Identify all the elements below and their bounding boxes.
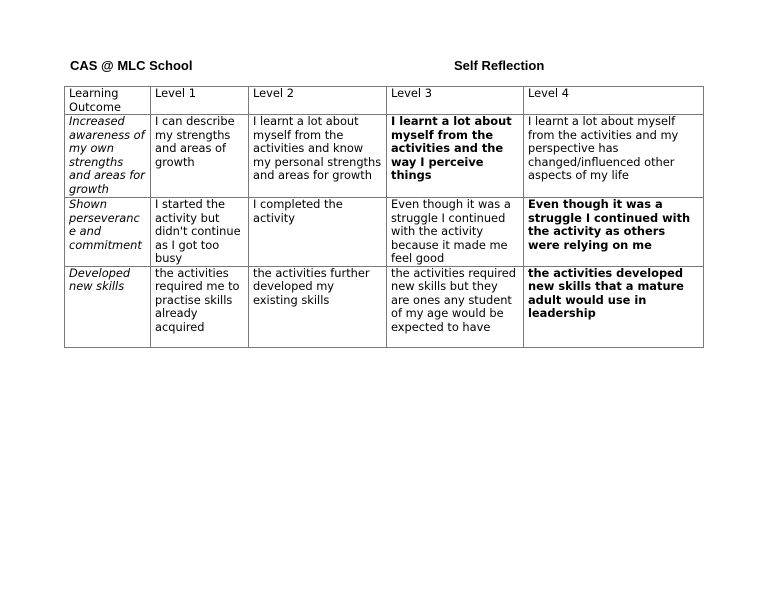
table-row (65, 198, 704, 267)
level-3-cell: the activities required new skills but they are ones any student of my age would be expected to have (387, 266, 524, 347)
school-title: CAS @ MLC School (70, 58, 193, 73)
level-4-cell-selected: the activities developed new skills that a mature adult would use in leadership (524, 266, 704, 347)
learning-outcome-cell: Increased awareness of my own strengths and areas for growth (65, 115, 151, 198)
page-title: Self Reflection (454, 58, 545, 73)
column-header: Level 4 (524, 87, 704, 115)
column-header: Level 3 (387, 87, 524, 115)
table-header-row (65, 87, 704, 115)
column-header: Level 2 (249, 87, 387, 115)
level-3-cell: Even though it was a struggle I continued with the activity because it made me feel good (387, 198, 524, 267)
document-header (70, 58, 710, 76)
level-4-cell-selected: Even though it was a struggle I continued with the activity as others were relying on me (524, 198, 704, 267)
level-1-cell: I can describe my strengths and areas of growth (151, 115, 249, 198)
level-4-cell: I learnt a lot about myself from the activities and my perspective has changed/influenced other aspects of my life (524, 115, 704, 198)
level-1-cell: I started the activity but didn't continue as I got too busy (151, 198, 249, 267)
level-1-cell: the activities required me to practise skills already acquired (151, 266, 249, 347)
level-2-cell: I learnt a lot about myself from the activities and know my personal strengths and areas for growth (249, 115, 387, 198)
column-header: Learning Outcome (65, 87, 151, 115)
learning-outcome-cell: Developed new skills (65, 266, 151, 347)
reflection-rubric-table (64, 86, 704, 348)
level-2-cell: the activities further developed my existing skills (249, 266, 387, 347)
learning-outcome-cell: Shown perseverance and commitment (65, 198, 151, 267)
level-2-cell: I completed the activity (249, 198, 387, 267)
table-row (65, 266, 704, 347)
level-3-cell-selected: I learnt a lot about myself from the activities and the way I perceive things (387, 115, 524, 198)
column-header: Level 1 (151, 87, 249, 115)
table-row (65, 115, 704, 198)
